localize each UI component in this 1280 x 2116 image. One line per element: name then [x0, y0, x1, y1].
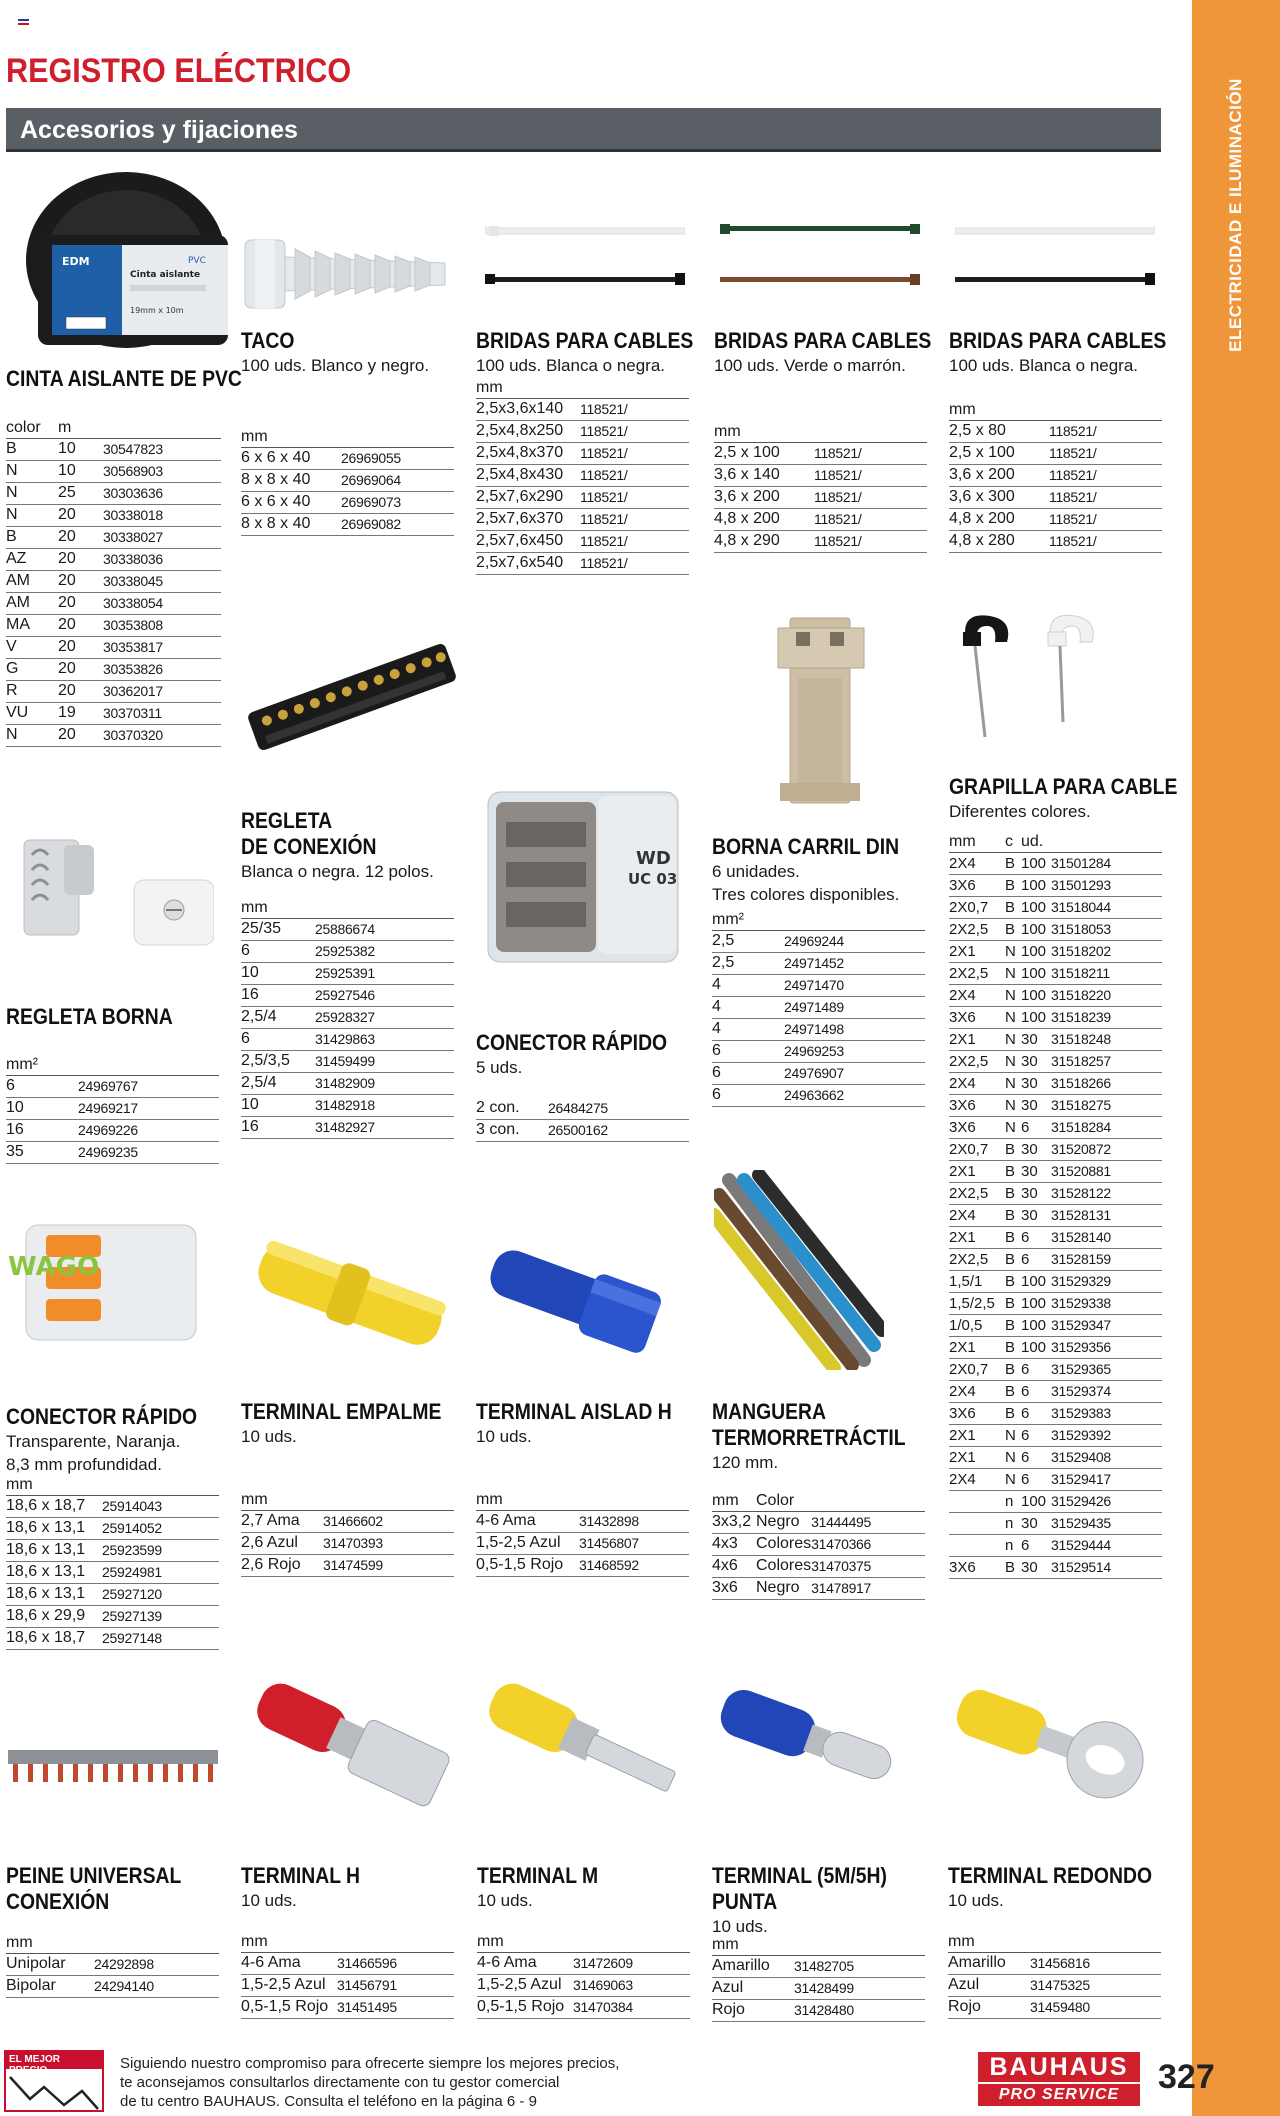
male-terminal-yellow-image [478, 1672, 688, 1812]
col-header: mm² [6, 1054, 78, 1075]
spec-table [714, 421, 927, 553]
product-conector-rapido-2 [6, 1404, 219, 1650]
product-description: 10 uds. [476, 1427, 532, 1446]
table-row: 6 24976907 [712, 1062, 925, 1084]
product-description: 6 unidades. [712, 862, 800, 881]
tape-roll-image [18, 165, 228, 350]
table-row: Azul 31475325 [948, 1974, 1161, 1996]
col-header: mm [6, 1932, 94, 1953]
table-row: 1,5/2,5 B 100 31529338 [949, 1292, 1162, 1314]
tape-type: PVC [188, 256, 206, 266]
table-row: 6 25925382 [241, 940, 454, 962]
table-row: 0,5-1,5 Rojo 31470384 [477, 1996, 690, 2018]
table-row: 3,6 x 140 118521/ [714, 464, 927, 486]
spec-table [712, 1490, 925, 1600]
product-manguera-termorretractil [712, 1399, 925, 1600]
product-description: 5 uds. [476, 1058, 523, 1077]
product-title: TACO [241, 328, 295, 353]
product-taco [241, 328, 454, 536]
table-row: 18,6 x 13,1 25924981 [6, 1561, 219, 1583]
product-description: 10 uds. [241, 1891, 297, 1910]
product-cinta-aislante [6, 366, 242, 747]
table-row: N 20 30370320 [6, 724, 221, 746]
col-header: m [58, 417, 103, 438]
table-row: 2X2,5 B 6 31528159 [949, 1248, 1162, 1270]
table-row: 2X4 N 30 31518266 [949, 1072, 1162, 1094]
table-row: n 100 31529426 [949, 1490, 1162, 1512]
section-title: Accesorios y fijaciones [20, 116, 298, 144]
table-row: 3 con. 26500162 [476, 1119, 689, 1141]
col-header: mm [712, 1934, 794, 1955]
spec-table [476, 1097, 689, 1142]
col-header: mm [476, 1489, 579, 1510]
table-row: 6 x 6 x 40 26969073 [241, 491, 454, 513]
product-description: 100 uds. Verde o marrón. [714, 356, 906, 375]
product-title: REGLETA [241, 808, 333, 833]
table-row: 3X6 B 6 31529383 [949, 1402, 1162, 1424]
flag-icon [18, 19, 29, 25]
table-row: 4,8 x 200 118521/ [714, 508, 927, 530]
table-row: 2,5x4,8x370 118521/ [476, 442, 689, 464]
product-description: Transparente, Naranja. [6, 1432, 181, 1451]
product-title: REGLETA BORNA [6, 1004, 173, 1029]
table-row: 1,5-2,5 Azul 31456807 [476, 1532, 689, 1554]
table-row: 2X0,7 B 30 31520872 [949, 1138, 1162, 1160]
footer-line: Siguiendo nuestro compromiso para ofrecerte siempre los mejores precios, [120, 2055, 620, 2072]
price-trend-icon [6, 2069, 102, 2111]
product-title: TERMINAL H [241, 1863, 361, 1888]
table-row: 4,8 x 200 118521/ [949, 508, 1162, 530]
cable-ties-green-brown-image [720, 222, 920, 292]
table-row: 2,5x7,6x540 118521/ [476, 552, 689, 574]
product-regleta-borna [6, 1004, 219, 1164]
spec-table [948, 1931, 1161, 2019]
product-title: TERMINAL REDONDO [948, 1863, 1153, 1888]
table-row: AM 20 30338054 [6, 592, 221, 614]
table-row: 2X4 N 100 31518220 [949, 984, 1162, 1006]
product-title: CONECTOR RÁPIDO [6, 1404, 198, 1429]
wall-plug-image [240, 235, 450, 315]
section-header [6, 108, 1161, 152]
table-row: 4 24971498 [712, 1018, 925, 1040]
table-row: 2X2,5 N 100 31518211 [949, 962, 1162, 984]
table-row: 2,6 Azul 31470393 [241, 1532, 454, 1554]
table-row: 16 25927546 [241, 984, 454, 1006]
bullet-terminal-blue-image [712, 1672, 922, 1812]
table-row: 4,8 x 290 118521/ [714, 530, 927, 552]
table-row: 3X6 B 100 31501293 [949, 874, 1162, 896]
table-row: 6 24969253 [712, 1040, 925, 1062]
product-terminal-m [477, 1863, 690, 2019]
table-row: 16 31482927 [241, 1116, 454, 1138]
table-row: 2,5x7,6x450 118521/ [476, 530, 689, 552]
product-borna-carril-din [712, 834, 925, 1107]
table-row: G 20 30353826 [6, 658, 221, 680]
spec-table [949, 399, 1162, 553]
table-row: 6 24963662 [712, 1084, 925, 1106]
din-rail-terminal-image [768, 608, 878, 808]
product-terminal-punta [712, 1863, 925, 2022]
col-header: color [6, 417, 58, 438]
product-terminal-redondo [948, 1863, 1161, 2019]
table-row: 18,6 x 29,9 25927139 [6, 1605, 219, 1627]
col-header: mm [948, 1931, 1030, 1952]
table-row: N 20 30338018 [6, 504, 221, 526]
product-title-line2: PUNTA [712, 1889, 778, 1914]
table-row: Rojo 31428480 [712, 1999, 925, 2021]
product-description: 10 uds. [948, 1891, 1004, 1910]
table-row: 10 31482918 [241, 1094, 454, 1116]
table-row: VU 19 30370311 [6, 702, 221, 724]
table-row: B 10 30547823 [6, 438, 221, 460]
borna-block-image [14, 835, 214, 955]
table-row: 3,6 x 200 118521/ [949, 464, 1162, 486]
table-row: 2,5x7,6x290 118521/ [476, 486, 689, 508]
table-row: 25/35 25886674 [241, 918, 454, 940]
table-row: 18,6 x 13,1 25914052 [6, 1517, 219, 1539]
tape-brand: EDM [62, 255, 90, 268]
table-row: 4-6 Ama 31432898 [476, 1510, 689, 1532]
bauhaus-logo [978, 2052, 1140, 2108]
table-row: 3X6 N 30 31518275 [949, 1094, 1162, 1116]
spec-table: mm c ud. 2X4 B 100 31501284 3X6 B 100 31501293 2X0,7 B 100 31518044 2X2,5 B 100 31518053 2X1 N 100 31518202 2X2,5 N 100 31518211 2X4 N 100 31518220 3X6 N 100 31518239 2X1 N 30 31518248 2X2,5 N 30 31518257 2X4 N 30 31518266 3X6 N 30 31518275 3X6 N 6 31518284 2X0,7 B 30 31520872 2X1 B 30 31520881 2X2,5 B 30 31528122 2X4 B 30 31528131 2X1 B 6 31528140 2X2,5 B 6 31528159 1,5/1 B 100 31529329 1,5/2,5 B 100 31529338 1/0,5 B 100 31529347 2X1 B 100 31529356 2X0,7 B 6 31529365 2X4 B 6 31529374 3X6 B 6 31529383 2X1 N 6 31529392 2X1 N 6 31529408 2X4 N 6 31529417 n 100 31529426 n 30 31529435 n 6 31529444 3X6 B 30 31529514 [949, 831, 1162, 1579]
table-row: 3x3,2 Negro 31444495 [712, 1511, 925, 1533]
spec-table [712, 909, 925, 1107]
product-terminal-aislad-h [476, 1399, 689, 1577]
ring-terminal-yellow-image [948, 1672, 1158, 1812]
table-row: 2,5x4,8x250 118521/ [476, 420, 689, 442]
spec-table [6, 1054, 219, 1164]
table-row: 0,5-1,5 Rojo 31468592 [476, 1554, 689, 1576]
product-description-2: Tres colores disponibles. [712, 885, 900, 904]
table-row: Unipolar 24292898 [6, 1953, 219, 1975]
table-row: 2X4 B 30 31528131 [949, 1204, 1162, 1226]
table-row: 2,7 Ama 31466602 [241, 1510, 454, 1532]
spec-table [241, 1489, 454, 1577]
product-description: 100 uds. Blanca o negra. [949, 356, 1139, 375]
spec-table [6, 1474, 219, 1650]
product-title: BRIDAS PARA CABLES [476, 328, 694, 353]
logo-bottom-text: PRO SERVICE [978, 2084, 1140, 2106]
product-conector-rapido-1 [476, 1030, 689, 1142]
table-row: 2X1 N 6 31529392 [949, 1424, 1162, 1446]
product-bridas-blanca-negra [476, 328, 694, 575]
spec-table [477, 1931, 690, 2019]
product-title-line2: TERMORRETRÁCTIL [712, 1425, 906, 1450]
product-description: 120 mm. [712, 1453, 779, 1472]
col-header: mm² [712, 909, 784, 930]
table-row: 2X4 N 6 31529417 [949, 1468, 1162, 1490]
side-tab-label: ELECTRICIDAD E ILUMINACIÓN [1226, 78, 1245, 352]
table-row: 1,5/1 B 100 31529329 [949, 1270, 1162, 1292]
table-row: 4,8 x 280 118521/ [949, 530, 1162, 552]
product-description-2: 8,3 mm profundidad. [6, 1455, 162, 1474]
product-title: MANGUERA [712, 1399, 827, 1424]
table-row: AZ 20 30338036 [6, 548, 221, 570]
female-insulated-terminal-image [478, 1228, 688, 1368]
table-row: 2,5x3,6x140 118521/ [476, 398, 689, 420]
table-row: 2,5 24969244 [712, 930, 925, 952]
table-row: 2,5/3,5 31459499 [241, 1050, 454, 1072]
table-row: 3,6 x 200 118521/ [714, 486, 927, 508]
table-row: 1/0,5 B 100 31529347 [949, 1314, 1162, 1336]
spec-table [6, 417, 221, 747]
table-row: 3X6 B 30 31529514 [949, 1556, 1162, 1578]
table-row: 8 x 8 x 40 26969082 [241, 513, 454, 535]
col-header: mm [477, 1931, 573, 1952]
table-row: 2X1 B 30 31520881 [949, 1160, 1162, 1182]
product-peine-universal [6, 1863, 219, 1998]
product-title: TERMINAL EMPALME [241, 1399, 442, 1424]
table-row: AM 20 30338045 [6, 570, 221, 592]
table-row: 3X6 N 100 31518239 [949, 1006, 1162, 1028]
col-header: mm [241, 1931, 337, 1952]
table-row: 18,6 x 13,1 25923599 [6, 1539, 219, 1561]
table-row: MA 20 30353808 [6, 614, 221, 636]
product-title: BRIDAS PARA CABLES [714, 328, 932, 353]
product-regleta-conexion [241, 808, 454, 1139]
footer-notice [120, 2054, 619, 2111]
col-header: mm [949, 399, 1049, 420]
wago-label: WAGO [8, 1252, 100, 1282]
col-header: mm [6, 1474, 102, 1495]
table-row: 2,5/4 25928327 [241, 1006, 454, 1028]
terminal-strip-image [242, 632, 462, 762]
product-title: TERMINAL (5M/5H) [712, 1863, 887, 1888]
table-row: Amarillo 31456816 [948, 1952, 1161, 1974]
table-row: 2,5x4,8x430 118521/ [476, 464, 689, 486]
table-row: 2,5 x 80 118521/ [949, 420, 1162, 442]
table-row: 10 24969217 [6, 1097, 219, 1119]
table-row: 16 24969226 [6, 1119, 219, 1141]
connector-label-1: WD [636, 848, 671, 869]
table-row: 4-6 Ama 31466596 [241, 1952, 454, 1974]
cable-ties-white-black-image [485, 222, 685, 292]
bus-bar-comb-image [8, 1745, 218, 1795]
table-row: 18,6 x 13,1 25927120 [6, 1583, 219, 1605]
page-number: 327 [1158, 2058, 1215, 2096]
table-row: 2X1 N 6 31529408 [949, 1446, 1162, 1468]
table-row: B 20 30338027 [6, 526, 221, 548]
table-row: 2,5 24971452 [712, 952, 925, 974]
table-row: 8 x 8 x 40 26969064 [241, 469, 454, 491]
table-row: 2X0,7 B 6 31529365 [949, 1358, 1162, 1380]
table-row: 4 24971489 [712, 996, 925, 1018]
badge-label: EL MEJOR PRECIO [6, 2052, 102, 2069]
quick-connector-image [486, 752, 686, 967]
table-row: 4x6 Colores 31470375 [712, 1555, 925, 1577]
product-title: PEINE UNIVERSAL [6, 1863, 182, 1888]
product-title: CONECTOR RÁPIDO [476, 1030, 668, 1055]
table-row: 0,5-1,5 Rojo 31451495 [241, 1996, 454, 2018]
col-header: mm [714, 421, 814, 442]
heat-shrink-tubes-image [714, 1170, 884, 1370]
product-title: BORNA CARRIL DIN [712, 834, 900, 859]
product-title: TERMINAL M [477, 1863, 599, 1888]
table-row: N 10 30568903 [6, 460, 221, 482]
product-description: 10 uds. [241, 1427, 297, 1446]
product-title: CINTA AISLANTE DE PVC [6, 366, 242, 391]
table-row: Amarillo 31482705 [712, 1955, 925, 1977]
table-row: 4 24971470 [712, 974, 925, 996]
product-title: GRAPILLA PARA CABLE [949, 774, 1178, 799]
product-bridas-verde-marron [714, 328, 932, 553]
table-row: 1,5-2,5 Azul 31456791 [241, 1974, 454, 1996]
table-row: 2,6 Rojo 31474599 [241, 1554, 454, 1576]
product-terminal-h [241, 1863, 454, 2019]
col-header: mm [476, 377, 580, 398]
col-header: mm [241, 426, 341, 447]
table-row: 10 25925391 [241, 962, 454, 984]
table-row: 4-6 Ama 31472609 [477, 1952, 690, 1974]
spec-table [6, 1932, 219, 1998]
table-row: 2X1 B 6 31528140 [949, 1226, 1162, 1248]
product-description: 10 uds. [712, 1917, 768, 1936]
table-row: Bipolar 24294140 [6, 1975, 219, 1997]
col-header: mm [949, 831, 1005, 852]
table-row: 2X0,7 B 100 31518044 [949, 896, 1162, 918]
splice-terminal-image [245, 1225, 455, 1365]
col-header: mm [712, 1490, 756, 1511]
product-title: TERMINAL AISLAD H [476, 1399, 672, 1424]
table-row: 6 x 6 x 40 26969055 [241, 447, 454, 469]
col-header: mm [241, 897, 315, 918]
table-row: 2,5/4 31482909 [241, 1072, 454, 1094]
product-title-line2: CONEXIÓN [6, 1889, 110, 1914]
col-header: Color [756, 1490, 811, 1511]
table-row: 2X4 B 100 31501284 [949, 852, 1162, 874]
cable-clips-image [955, 612, 1145, 742]
best-price-badge [4, 2050, 104, 2112]
wago-connector-image [6, 1205, 206, 1355]
table-row: 2X1 N 30 31518248 [949, 1028, 1162, 1050]
table-row: N 25 30303636 [6, 482, 221, 504]
table-row: 2X1 B 100 31529356 [949, 1336, 1162, 1358]
table-row: 2,5 x 100 118521/ [949, 442, 1162, 464]
table-row: 2X2,5 B 30 31528122 [949, 1182, 1162, 1204]
spec-table [241, 897, 454, 1139]
table-row: 2X1 N 100 31518202 [949, 940, 1162, 962]
table-row: 4x3 Colores 31470366 [712, 1533, 925, 1555]
page-title: REGISTRO ELÉCTRICO [6, 52, 352, 90]
table-row: V 20 30353817 [6, 636, 221, 658]
spec-table [476, 377, 689, 575]
table-row: 2X2,5 B 100 31518053 [949, 918, 1162, 940]
table-row: Azul 31428499 [712, 1977, 925, 1999]
table-row: 3X6 N 6 31518284 [949, 1116, 1162, 1138]
table-row: 35 24969235 [6, 1141, 219, 1163]
product-description: 10 uds. [477, 1891, 533, 1910]
product-description: Diferentes colores. [949, 802, 1091, 821]
product-title: BRIDAS PARA CABLES [949, 328, 1167, 353]
product-grapilla-cable [949, 774, 1178, 1579]
table-row: Rojo 31459480 [948, 1996, 1161, 2018]
footer-line: te aconsejamos consultarlos directamente con tu gestor comercial [120, 2074, 560, 2091]
table-row: n 6 31529444 [949, 1534, 1162, 1556]
table-row: 18,6 x 18,7 25914043 [6, 1495, 219, 1517]
female-terminal-red-image [246, 1672, 456, 1812]
table-row: 3,6 x 300 118521/ [949, 486, 1162, 508]
table-row: 6 31429863 [241, 1028, 454, 1050]
cable-ties-white-black-image-2 [955, 222, 1155, 292]
connector-label-2: UC 03 [628, 870, 678, 888]
logo-top-text: BAUHAUS [978, 2052, 1140, 2082]
product-description: Blanca o negra. 12 polos. [241, 862, 434, 881]
spec-table [712, 1934, 925, 2022]
table-row: 18,6 x 18,7 25927148 [6, 1627, 219, 1649]
tape-label: Cinta aislante [130, 270, 201, 280]
table-row: 1,5-2,5 Azul 31469063 [477, 1974, 690, 1996]
table-row: 6 24969767 [6, 1075, 219, 1097]
table-row: 2X4 B 6 31529374 [949, 1380, 1162, 1402]
col-header: mm [241, 1489, 323, 1510]
footer-line: de tu centro BAUHAUS. Consulta el teléfono en la página 6 - 9 [120, 2093, 537, 2110]
table-row: 2X2,5 N 30 31518257 [949, 1050, 1162, 1072]
product-description: 100 uds. Blanca o negra. [476, 356, 666, 375]
table-row: 2 con. 26484275 [476, 1097, 689, 1119]
spec-table [241, 426, 454, 536]
table-row: 2,5 x 100 118521/ [714, 442, 927, 464]
product-title-line2: DE CONEXIÓN [241, 834, 377, 859]
spec-table [476, 1489, 689, 1577]
product-description: 100 uds. Blanco y negro. [241, 356, 430, 375]
table-row: R 20 30362017 [6, 680, 221, 702]
product-bridas-blanca-negra-2 [949, 328, 1167, 553]
table-row: 3x6 Negro 31478917 [712, 1577, 925, 1599]
table-row: n 30 31529435 [949, 1512, 1162, 1534]
product-terminal-empalme [241, 1399, 454, 1577]
col-header [103, 417, 221, 438]
tape-size: 19mm x 10m [130, 306, 184, 315]
table-row: 2,5x7,6x370 118521/ [476, 508, 689, 530]
spec-table [241, 1931, 454, 2019]
